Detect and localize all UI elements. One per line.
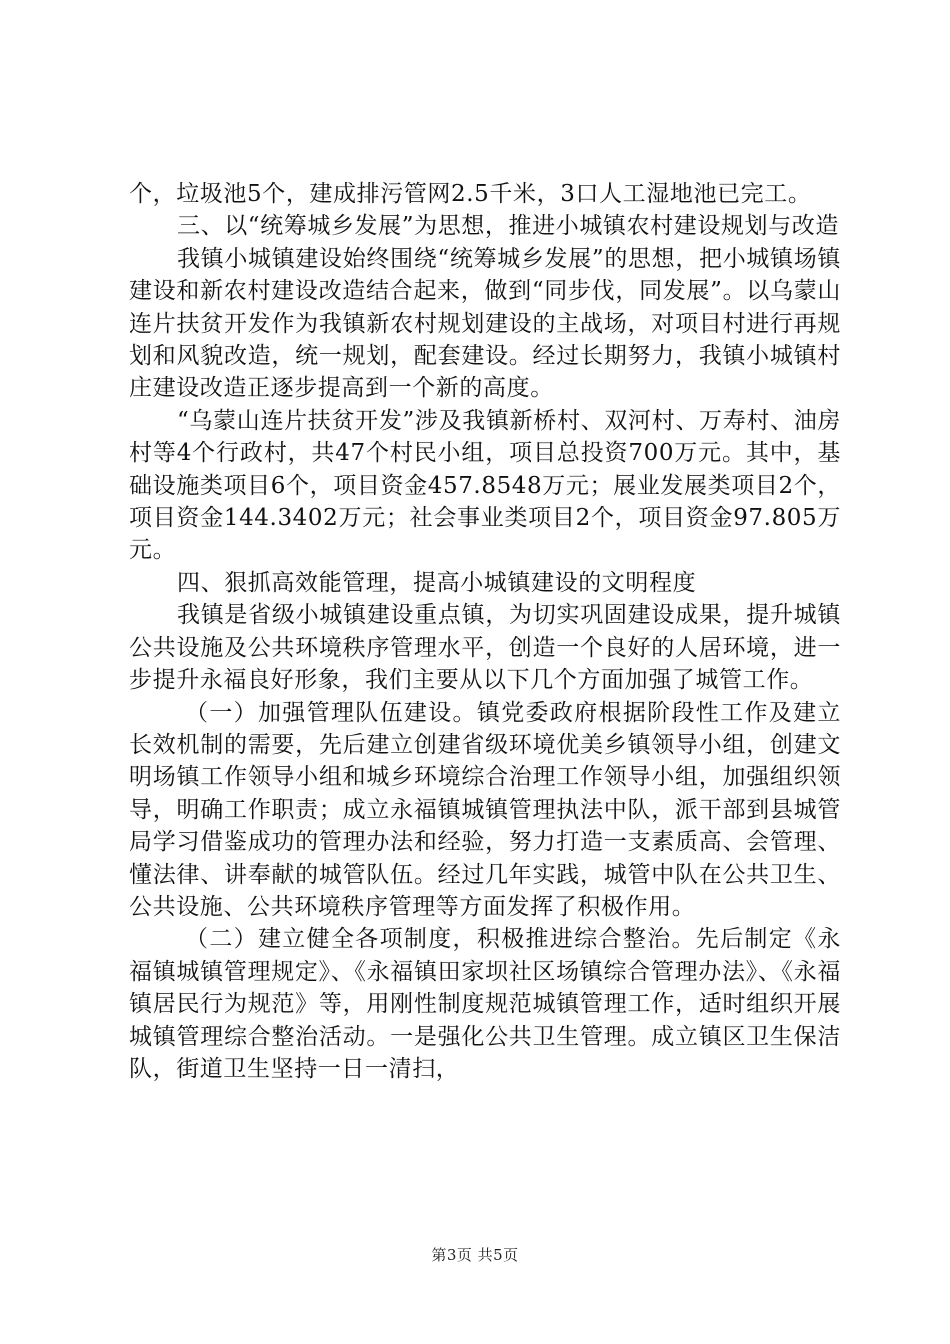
paragraph-1: 个，垃圾池5个，建成排污管网2.5千米，3口人工湿地池已完工。 <box>129 181 812 207</box>
document-body <box>129 178 841 1085</box>
paragraph-4: “乌蒙山连片扶贫开发”涉及我镇新桥村、双河村、万寿村、油房村等4个行政村，共47个村民小组，项目总投资700万元。其中，基础设施类项目6个，项目资金457.8548万元；展业发展类项目2个，项目资金144.3402万元；社会事业类项目2个，项目资金97.805万元。 <box>129 407 841 564</box>
paragraph-3: 我镇小城镇建设始终围绕“统筹城乡发展”的思想，把小城镇场镇建设和新农村建设改造结合起来，做到“同步伐，同发展”。以乌蒙山连片扶贫开发作为我镇新农村规划建设的主战场，对项目村进行再规划和风貌改造，统一规划，配套建设。经过长期努力，我镇小城镇村庄建设改造正逐步提高到一个新的高度。 <box>129 245 841 402</box>
section-heading-4: 四、狠抓高效能管理，提高小城镇建设的文明程度 <box>177 569 697 596</box>
paragraph-7: （一）加强管理队伍建设。镇党委政府根据阶段性工作及建立长效机制的需要，先后建立创建省级环境优美乡镇领导小组，创建文明场镇工作领导小组和城乡环境综合治理工作领导小组，加强组织领导，明确工作职责；成立永福镇城镇管理执法中队，派干部到县城管局学习借鉴成功的管理办法和经验，努力打造一支素质高、会管理、懂法律、讲奉献的城管队伍。经过几年实践，城管中队在公共卫生、公共设施、公共环境秩序管理等方面发挥了积极作用。 <box>129 699 841 920</box>
paragraph-6: 我镇是省级小城镇建设重点镇，为切实巩固建设成果，提升城镇公共设施及公共环境秩序管理水平，创造一个良好的人居环境，进一步提升永福良好形象，我们主要从以下几个方面加强了城管工作。 <box>129 602 841 694</box>
page-number-footer: 第3页 共5页 <box>431 1246 519 1264</box>
paragraph-8: （二）建立健全各项制度，积极推进综合整治。先后制定《永福镇城镇管理规定》、《永福镇田家坝社区场镇综合管理办法》、《永福镇居民行为规范》等，用刚性制度规范城镇管理工作，适时组织开展城镇管理综合整治活动。一是强化公共卫生管理。成立镇区卫生保洁队，街道卫生坚持一日一清扫， <box>129 926 841 1082</box>
section-heading-3: 三、以“统筹城乡发展”为思想，推进小城镇农村建设规划与改造 <box>177 213 839 240</box>
